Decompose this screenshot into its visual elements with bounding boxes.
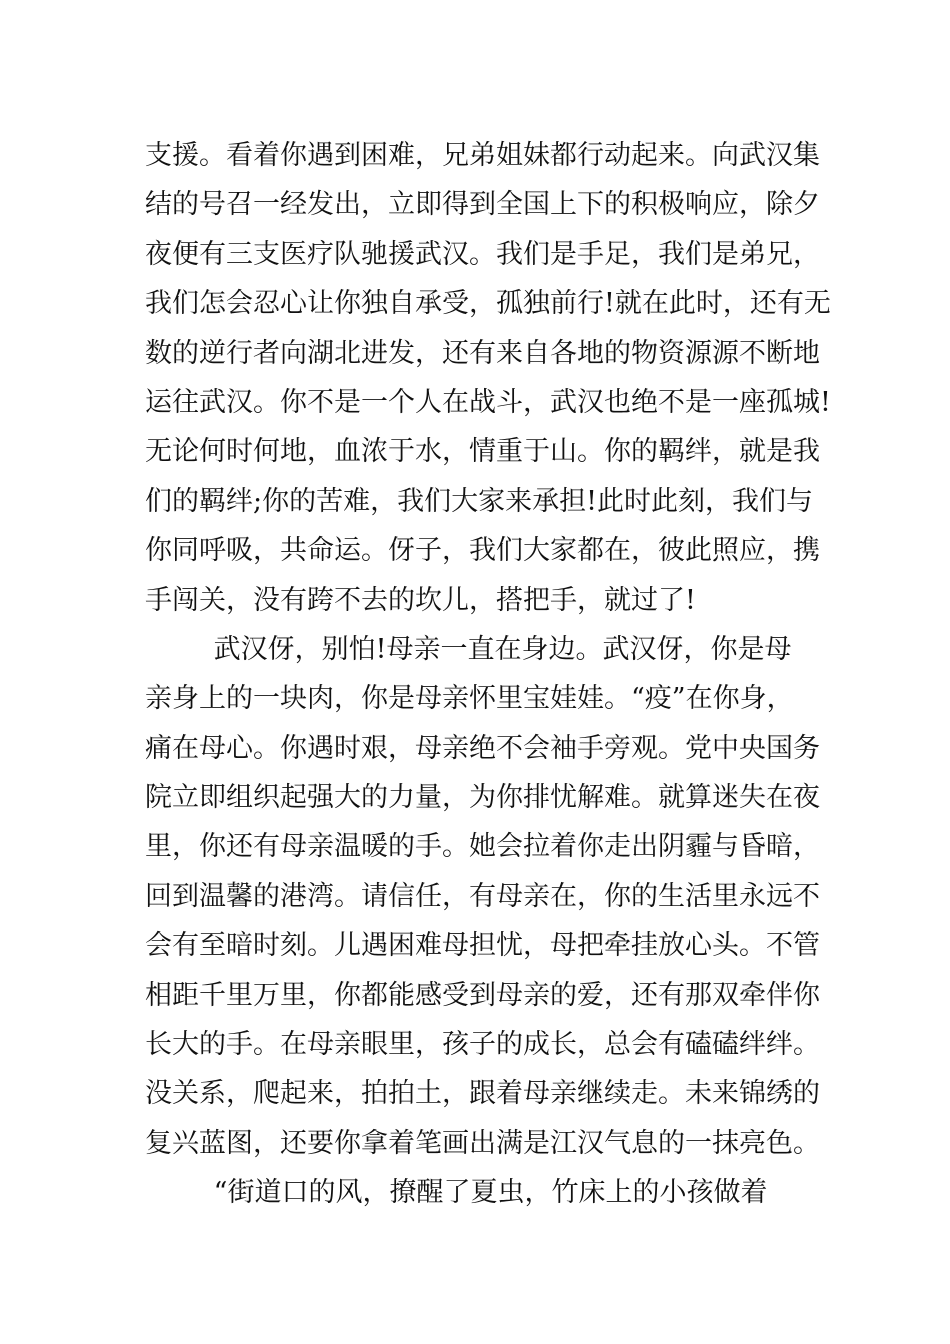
text-line: 们的羁绊;你的苦难，我们大家来承担!此时此刻，我们与 bbox=[145, 485, 813, 517]
text-line: 手闯关，没有跨不去的坎儿，搭把手，就过了! bbox=[145, 584, 696, 616]
body-text bbox=[145, 131, 831, 1218]
text-line: 回到温馨的港湾。请信任，有母亲在，你的生活里永远不 bbox=[145, 880, 820, 912]
text-line: 我们怎会忍心让你独自承受，孤独前行!就在此时，还有无 bbox=[145, 288, 831, 320]
text-line: 亲身上的一块肉，你是母亲怀里宝娃娃。“疫”在你身， bbox=[145, 683, 794, 715]
text-line: 长大的手。在母亲眼里，孩子的成长，总会有磕磕绊绊。 bbox=[145, 1029, 820, 1061]
text-line: 运往武汉。你不是一个人在战斗，武汉也绝不是一座孤城! bbox=[145, 386, 831, 418]
text-line: 院立即组织起强大的力量，为你排忧解难。就算迷失在夜 bbox=[145, 782, 820, 814]
text-line: 无论何时何地，血浓于水，情重于山。你的羁绊，就是我 bbox=[145, 436, 820, 468]
text-line: 没关系，爬起来，拍拍土，跟着母亲继续走。未来锦绣的 bbox=[145, 1078, 820, 1110]
text-line: 相距千里万里，你都能感受到母亲的爱，还有那双牵伴你 bbox=[145, 979, 820, 1011]
text-line: 结的号召一经发出，立即得到全国上下的积极响应，除夕 bbox=[145, 189, 820, 221]
text-line: 支援。看着你遇到困难，兄弟姐妹都行动起来。向武汉集 bbox=[145, 140, 820, 171]
text-line: 会有至暗时刻。儿遇困难母担忧，母把牵挂放心头。不管 bbox=[145, 930, 820, 962]
text-line: 武汉伢，别怕!母亲一直在身边。武汉伢，你是母 bbox=[145, 633, 792, 665]
text-line: 痛在母心。你遇时艰，母亲绝不会袖手旁观。党中央国务 bbox=[145, 732, 820, 764]
text-line: 里，你还有母亲温暖的手。她会拉着你走出阴霾与昏暗， bbox=[145, 831, 820, 863]
text-line: “街道口的风，撩醒了夏虫，竹床上的小孩做着 bbox=[145, 1177, 768, 1209]
text-line: 数的逆行者向湖北进发，还有来自各地的物资源源不断地 bbox=[145, 337, 820, 369]
text-line: 复兴蓝图，还要你拿着笔画出满是江汉气息的一抹亮色。 bbox=[145, 1127, 820, 1159]
text-line: 夜便有三支医疗队驰援武汉。我们是手足，我们是弟兄， bbox=[145, 238, 820, 270]
text-line: 你同呼吸，共命运。伢子，我们大家都在，彼此照应，携 bbox=[145, 535, 820, 567]
